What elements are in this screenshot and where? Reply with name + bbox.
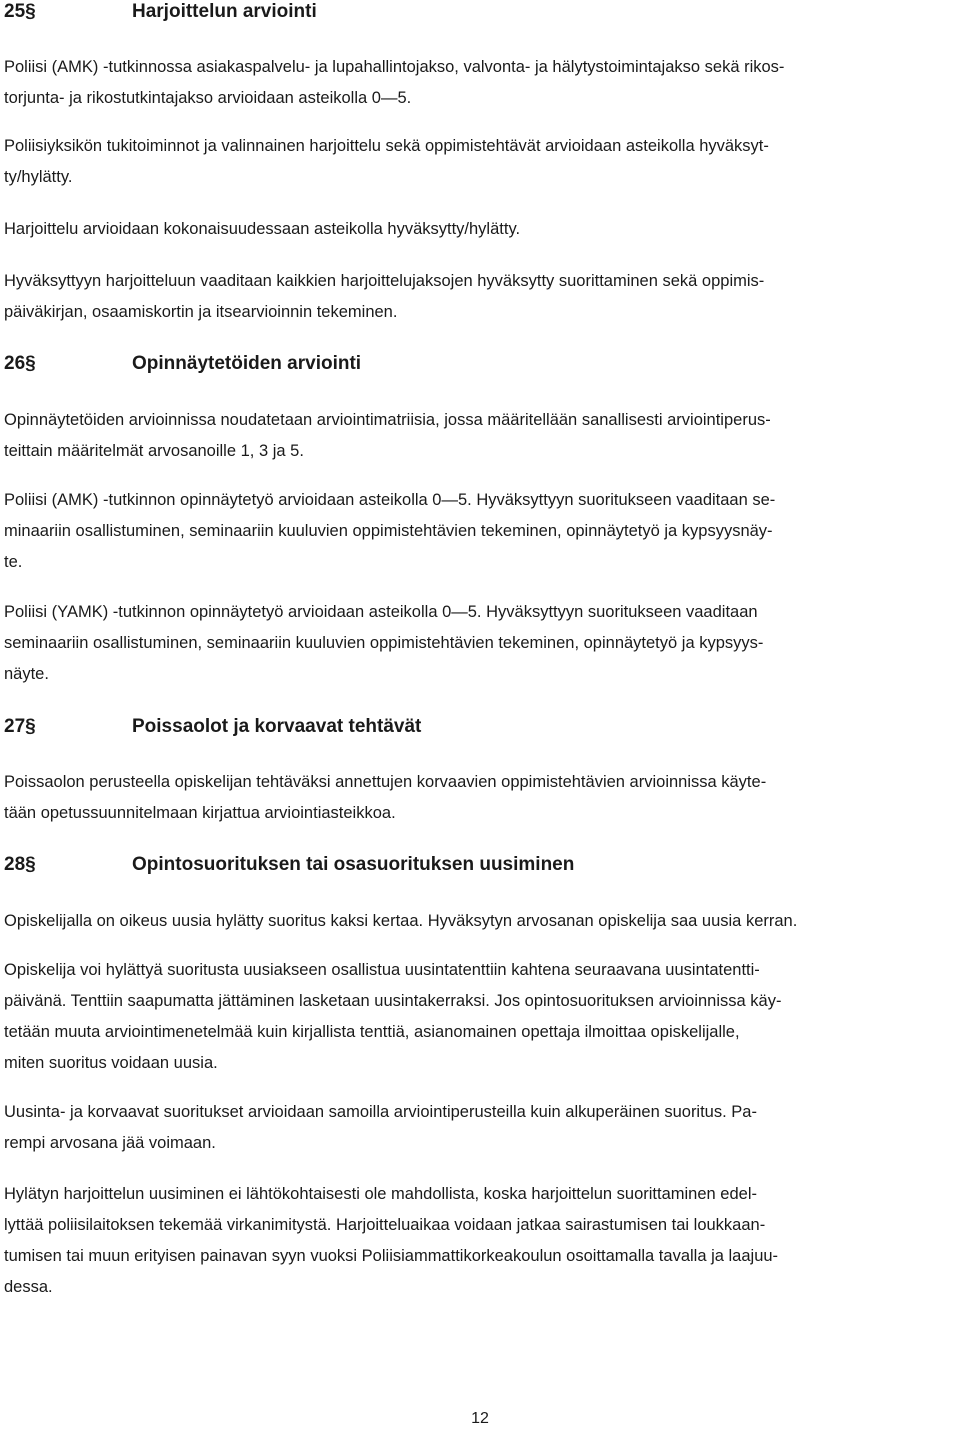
text-line: torjunta- ja rikostutkintajakso arvioidaan asteikolla 0—5. (4, 89, 412, 107)
text-line: Opiskelijalla on oikeus uusia hylätty suoritus kaksi kertaa. Hyväksytyn arvosanan opiskelija saa uusia kerran. (4, 912, 798, 930)
paragraph (4, 1179, 954, 1303)
text-line: lyttää poliisilaitoksen tekemää virkanimitystä. Harjoitteluaikaa voidaan jatkaa sairastumisen tai loukkaan- (4, 1216, 766, 1234)
text-line: Poliisi (AMK) -tutkinnon opinnäytetyö arvioidaan asteikolla 0—5. Hyväksyttyyn suoritukseen vaaditaan se- (4, 491, 776, 509)
section-title: Opintosuorituksen tai osasuorituksen uusiminen (132, 854, 575, 875)
paragraph (4, 597, 954, 690)
section-number: 26§ (4, 353, 36, 374)
paragraph (4, 405, 954, 467)
text-line: Uusinta- ja korvaavat suoritukset arvioidaan samoilla arviointiperusteilla kuin alkuperäinen suoritus. Pa- (4, 1103, 757, 1121)
text-line: tään opetussuunnitelmaan kirjattua arviointiasteikkoa. (4, 804, 396, 822)
paragraph (4, 214, 954, 245)
text-line: te. (4, 553, 23, 571)
text-line: dessa. (4, 1278, 53, 1296)
text-line: näyte. (4, 665, 49, 683)
paragraph (4, 1097, 954, 1159)
paragraph (4, 266, 954, 328)
text-line: ty/hylätty. (4, 168, 73, 186)
text-line: tumisen tai muun erityisen painavan syyn vuoksi Poliisiammattikorkeakoulun osoittamalla tavalla ja laajuu- (4, 1247, 779, 1265)
text-line: Hylätyn harjoittelun uusiminen ei lähtökohtaisesti ole mahdollista, koska harjoittelun suorittaminen edel- (4, 1185, 757, 1203)
text-line: Harjoittelu arvioidaan kokonaisuudessaan asteikolla hyväksytty/hylätty. (4, 220, 521, 238)
section-title: Opinnäytetöiden arviointi (132, 353, 362, 374)
text-line: Poliisi (YAMK) -tutkinnon opinnäytetyö arvioidaan asteikolla 0—5. Hyväksyttyyn suoritukseen vaaditaan (4, 603, 758, 621)
paragraph (4, 767, 954, 829)
paragraph (4, 955, 954, 1079)
section-title: Harjoittelun arviointi (132, 1, 317, 22)
text-line: päivänä. Tenttiin saapumatta jättäminen lasketaan uusintakerraksi. Jos opintosuorituksen arvioinnissa käy- (4, 992, 782, 1010)
text-line: Poliisi (AMK) -tutkinnossa asiakaspalvelu- ja lupahallintojakso, valvonta- ja hälytystoimintajakso sekä rikos- (4, 58, 785, 76)
paragraph (4, 52, 954, 114)
text-line: Hyväksyttyyn harjoitteluun vaaditaan kaikkien harjoittelujaksojen hyväksytty suorittaminen sekä oppimis- (4, 272, 765, 290)
text-line: Opinnäytetöiden arvioinnissa noudatetaan arviointimatriisia, jossa määritellään sanallisesti arviointiperus- (4, 411, 771, 429)
page-number: 12 (471, 1410, 489, 1427)
text-line: Poliisiyksikön tukitoiminnot ja valinnainen harjoittelu sekä oppimistehtävät arvioidaan asteikolla hyväksyt- (4, 137, 769, 155)
section-number: 28§ (4, 854, 36, 875)
text-line: tetään muuta arviointimenetelmää kuin kirjallista tenttiä, asianomainen opettaja ilmoittaa opiskelijalle, (4, 1023, 740, 1041)
section-number: 27§ (4, 716, 36, 737)
text-line: miten suoritus voidaan uusia. (4, 1054, 218, 1072)
text-line: teittain määritelmät arvosanoille 1, 3 ja 5. (4, 442, 304, 460)
paragraph (4, 906, 954, 937)
paragraph (4, 485, 954, 578)
paragraph (4, 131, 954, 193)
section-title: Poissaolot ja korvaavat tehtävät (132, 716, 422, 737)
text-line: seminaariin osallistuminen, seminaariin kuuluvien oppimistehtävien tekeminen, opinnäytetyö ja kypsyys- (4, 634, 764, 652)
text-line: Opiskelija voi hylättyä suoritusta uusiakseen osallistua uusintatenttiin kahtena seuraavana uusintatentti- (4, 961, 760, 979)
text-line: Poissaolon perusteella opiskelijan tehtäväksi annettujen korvaavien oppimistehtävien arvioinnissa käyte- (4, 773, 767, 791)
text-line: rempi arvosana jää voimaan. (4, 1134, 216, 1152)
text-line: päiväkirjan, osaamiskortin ja itsearvioinnin tekeminen. (4, 303, 398, 321)
section-number: 25§ (4, 1, 36, 22)
text-line: minaariin osallistuminen, seminaariin kuuluvien oppimistehtävien tekeminen, opinnäytetyö ja kypsyysnäy- (4, 522, 773, 540)
